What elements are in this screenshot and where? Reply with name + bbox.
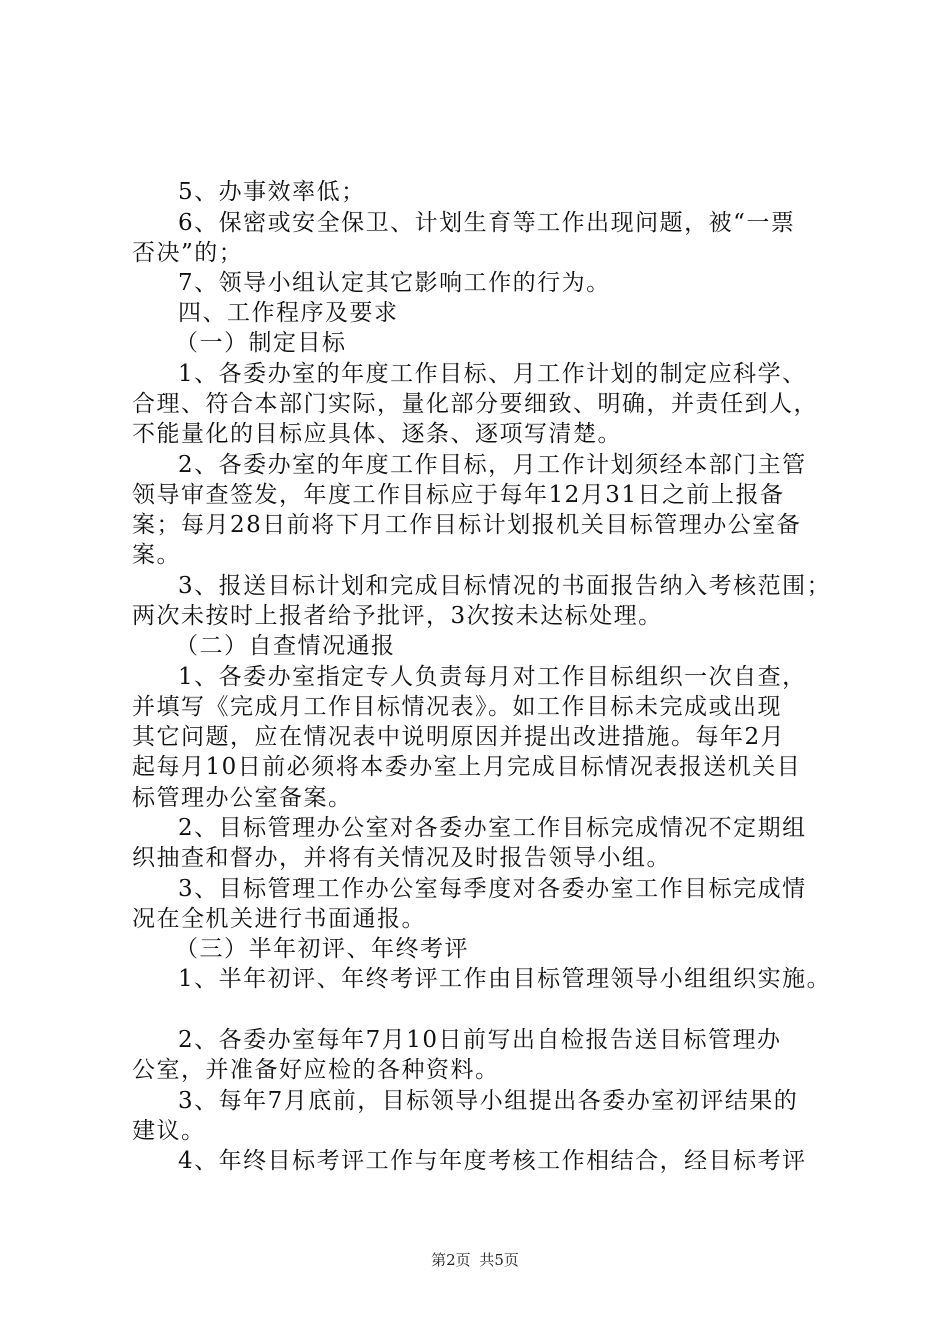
text-line-31: 建议。 [132,1118,206,1144]
page-footer [0,1250,950,1270]
text-line-14: 3、报送目标计划和完成目标情况的书面报告纳入考核范围； [178,573,832,599]
text-line-25: 况在全机关进行书面通报。 [132,906,426,932]
text-line-1: 5、办事效率低； [178,179,366,205]
section-heading-4: 四、工作程序及要求 [178,300,399,326]
text-line-30: 3、每年7月底前，目标领导小组提出各委办室初评结果的 [178,1088,799,1114]
text-line-19: 其它问题，应在情况表中说明原因并提出改进措施。每年2月 [132,724,786,750]
page-number: 第2页 [431,1251,471,1269]
text-line-28: 2、各委办室每年7月10日前写出自检报告送目标管理办 [178,1027,782,1053]
text-line-4: 7、领导小组认定其它影响工作的行为。 [178,270,611,296]
text-line-32: 4、年终目标考评工作与年度考核工作相结合，经目标考评 [178,1148,807,1174]
subsection-heading-2: （二）自查情况通报 [175,633,396,659]
text-line-8: 合理、符合本部门实际，量化部分要细致、明确，并责任到人， [132,391,818,417]
text-line-29: 公室，并准备好应检的各种资料。 [132,1057,500,1083]
text-line-21: 标管理办公室备案。 [132,785,353,811]
text-line-10: 2、各委办室的年度工作目标，月工作计划须经本部门主管 [178,452,807,478]
text-line-18: 并填写《完成月工作目标情况表》。如工作目标未完成或出现 [132,694,782,720]
text-line-2: 6、保密或安全保卫、计划生育等工作出现问题，被“一票 [178,210,796,236]
text-line-15: 两次未按时上报者给予批评，3次按未达标处理。 [132,603,663,629]
text-line-13: 案。 [132,542,181,568]
text-line-17: 1、各委办室指定专人负责每月对工作目标组织一次自查， [178,664,807,690]
text-line-20: 起每月10日前必须将本委办室上月完成目标情况表报送机关目 [132,754,802,780]
subsection-heading-1: （一）制定目标 [175,330,347,356]
text-line-3: 否决”的； [132,240,244,266]
subsection-heading-3: （三）半年初评、年终考评 [175,936,469,962]
text-line-22: 2、目标管理办公室对各委办室工作目标完成情况不定期组 [178,815,807,841]
text-line-12: 案；每月28日前将下月工作目标计划报机关目标管理办公室备 [132,512,802,538]
page-total: 共5页 [479,1251,519,1269]
text-line-23: 织抽查和督办，并将有关情况及时报告领导小组。 [132,845,671,871]
text-line-11: 领导审查签发，年度工作目标应于每年12月31日之前上报备 [132,482,785,508]
text-line-9: 不能量化的目标应具体、逐条、逐项写清楚。 [132,421,622,447]
text-line-24: 3、目标管理工作办公室每季度对各委办室工作目标完成情 [178,876,807,902]
text-line-27: 1、半年初评、年终考评工作由目标管理领导小组组织实施。 [178,966,832,992]
text-line-7: 1、各委办室的年度工作目标、月工作计划的制定应科学、 [178,361,807,387]
